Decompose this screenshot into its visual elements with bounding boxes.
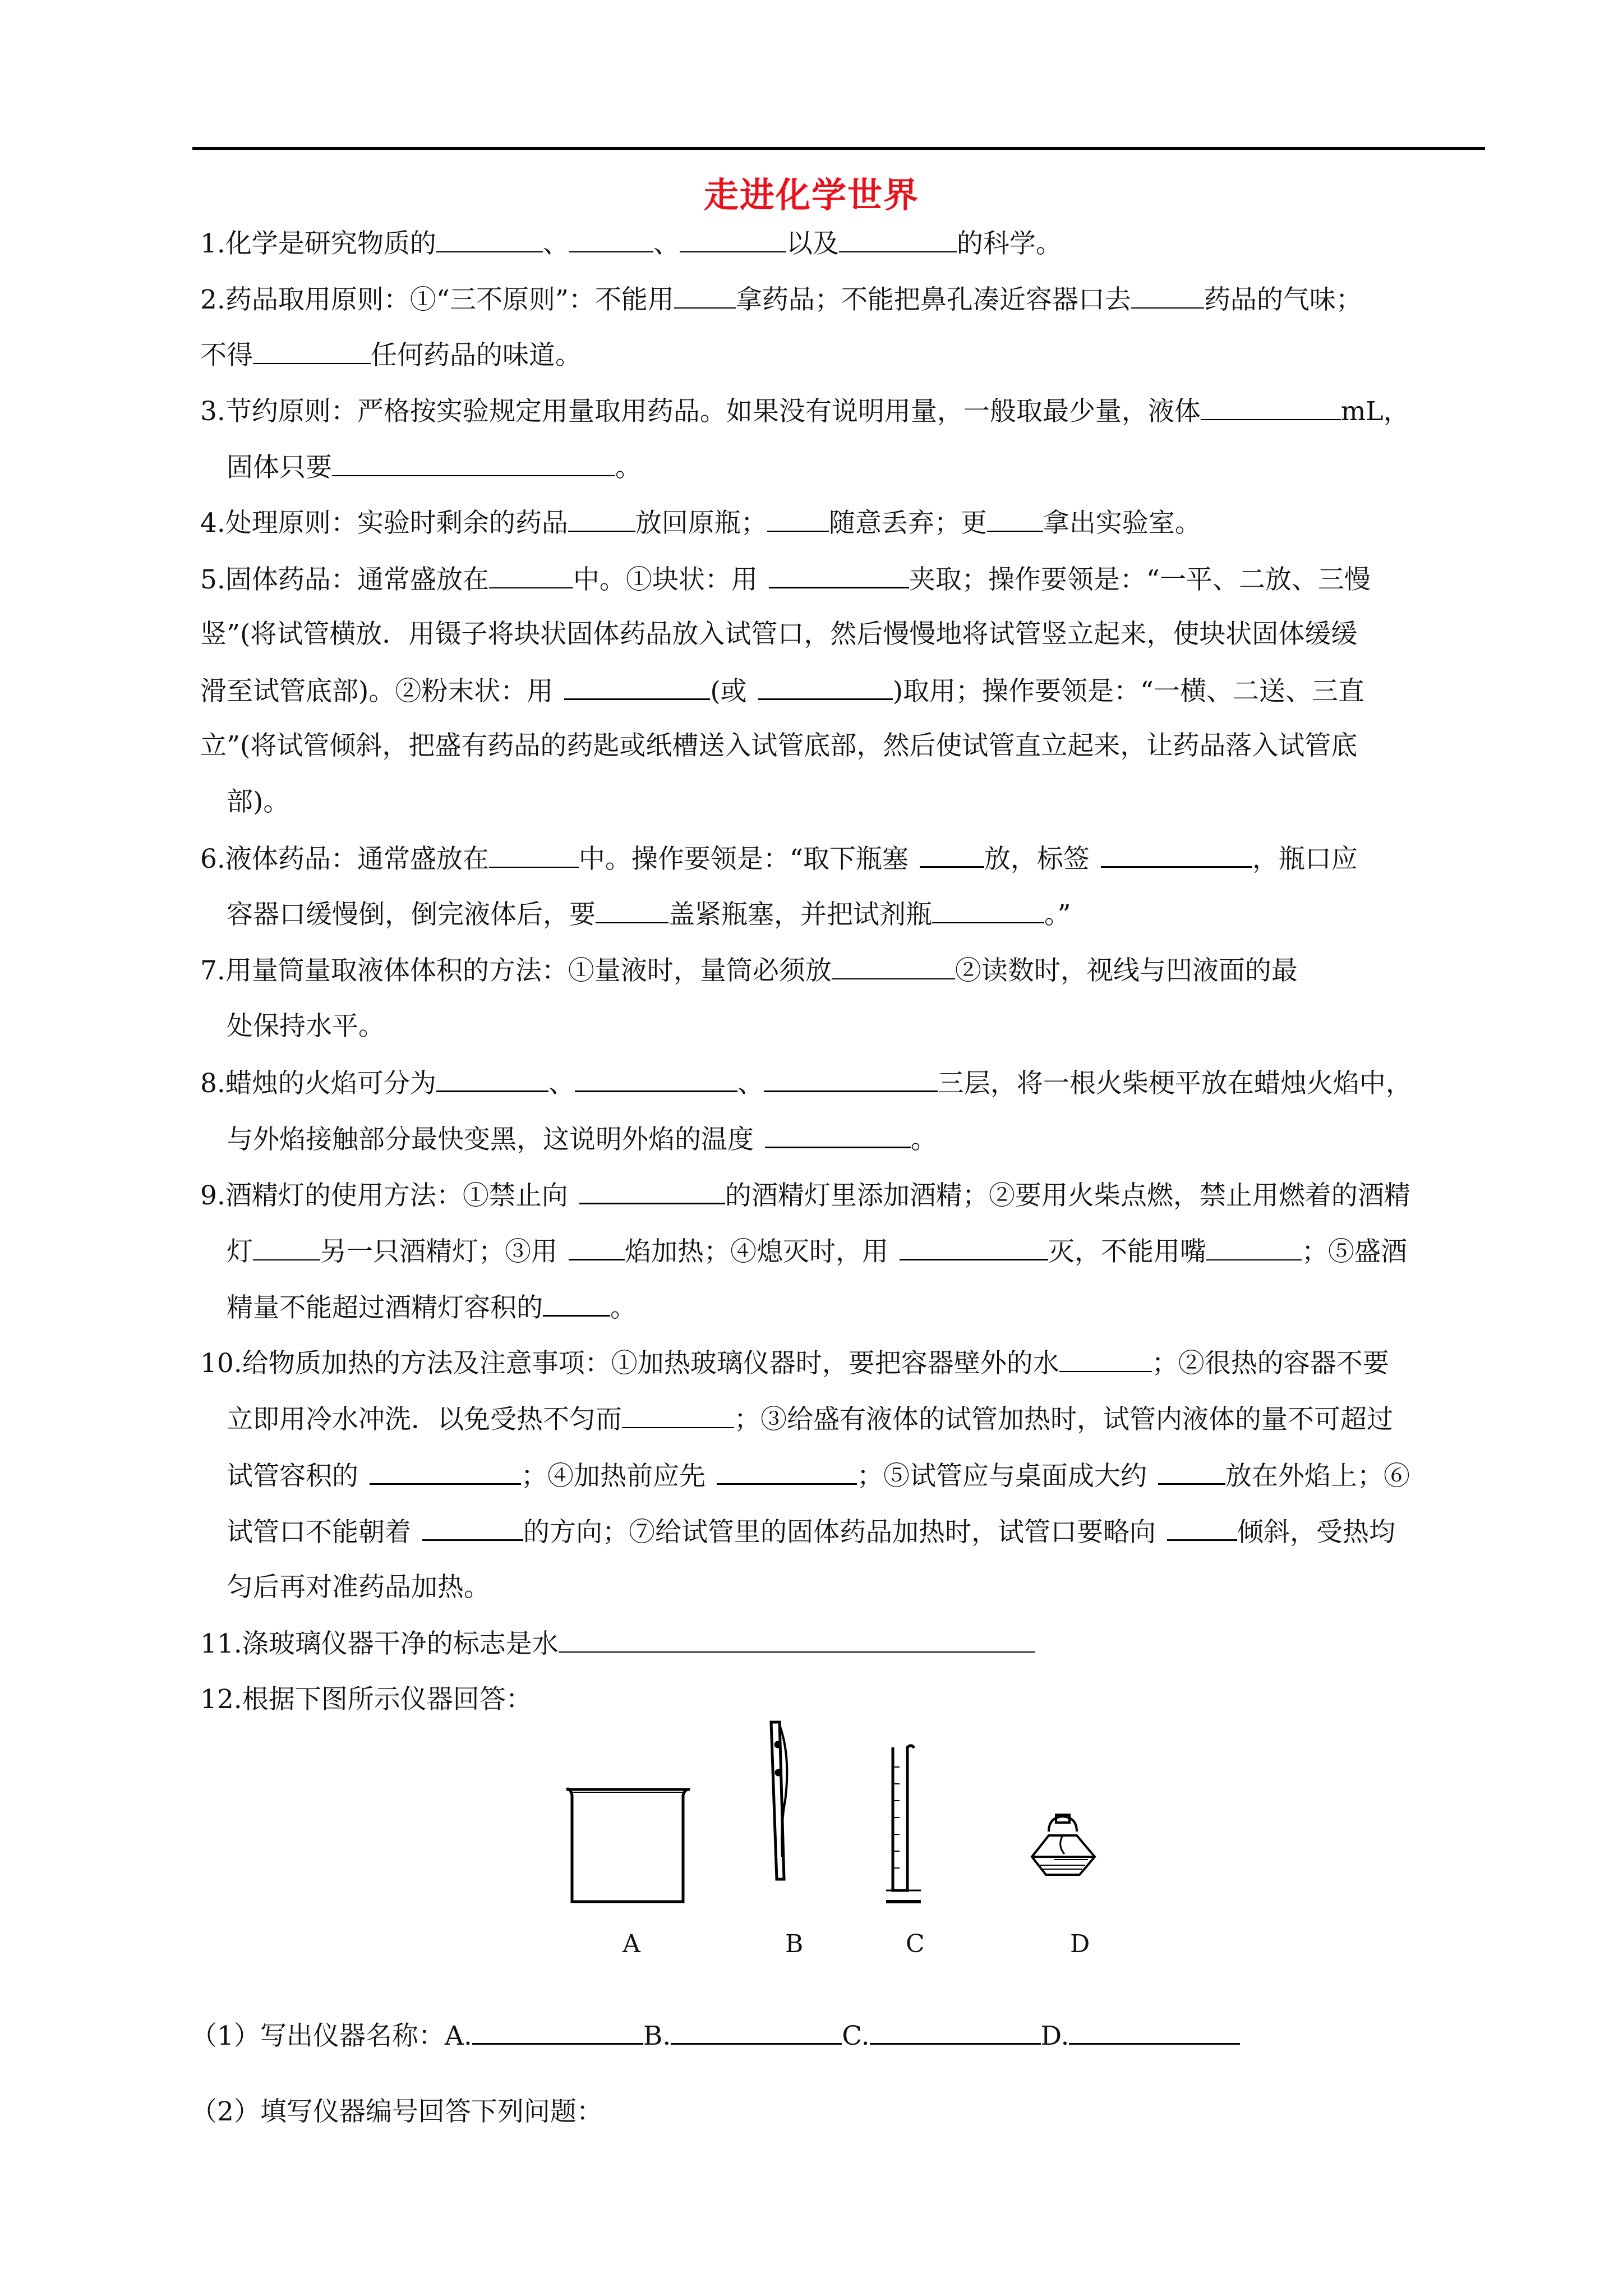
instrument-figure [550, 1711, 1178, 1913]
question-10: 10.给物质加热的方法及注意事项：①加热玻璃仪器时，要把容器壁外的水 ；②很热的容器不要 [200, 1346, 1389, 1381]
figure-label-c: C [906, 1930, 925, 1958]
question-11: 11.涤玻璃仪器干净的标志是水 [200, 1627, 1035, 1661]
question-9: 9.酒精灯的使用方法：①禁止向 的酒精灯里添加酒精；②要用火柴点燃，禁止用燃着的酒精 [200, 1178, 1410, 1213]
question-12: 12.根据下图所示仪器回答： [200, 1684, 532, 1715]
sub-question-1: （1）写出仪器名称：A. B. C. D. [191, 2018, 1240, 2053]
question-9-cont2: 精量不能超过酒精灯容积的 。 [200, 1290, 637, 1325]
question-3: 3.节约原则：严格按实验规定用量取用药品。如果没有说明用量，一般取最少量，液体 mL， [200, 394, 1410, 429]
beaker-icon [566, 1789, 690, 1902]
question-5-cont4: 部)。 [227, 786, 290, 817]
alcohol-lamp-icon [1032, 1815, 1095, 1875]
question-6: 6.液体药品：通常盛放在 中。操作要领是：“取下瓶塞 放，标签 ，瓶口应 [200, 841, 1358, 876]
question-7: 7.用量筒量取液体体积的方法：①量液时，量筒必须放 ②读数时，视线与凹液面的最 [200, 954, 1298, 988]
question-5: 5.固体药品：通常盛放在 中。①块状：用 夹取；操作要领是：“一平、二放、三慢 [200, 562, 1371, 597]
figure-label-a: A [623, 1930, 640, 1958]
question-10-cont4: 匀后再对准药品加热。 [227, 1572, 490, 1603]
question-8: 8.蜡烛的火焰可分为 、 、 三层，将一根火柴梗平放在蜡烛火焰中， [200, 1066, 1412, 1101]
page-title: 走进化学世界 [703, 174, 919, 215]
question-10-cont3: 试管口不能朝着 的方向；⑦给试管里的固体药品加热时，试管口要略向 倾斜，受热均 [200, 1515, 1395, 1549]
figure-label-b: B [785, 1930, 804, 1958]
question-1: 1.化学是研究物质的 、 、 以及 的科学。 [200, 227, 1062, 261]
question-10-cont1: 立即用冷水冲洗．以免受热不匀而 ；③给盛有液体的试管加热时，试管内液体的量不可超过 [200, 1402, 1393, 1437]
question-5-cont3: 立”(将试管倾斜，把盛有药品的药匙或纸槽送入试管底部，然后使试管直立起来，让药品落入试管底 [200, 730, 1358, 761]
question-3-cont: 固体只要 。 [200, 450, 642, 485]
question-4: 4.处理原则：实验时剩余的药品 放回原瓶； 随意丢弃；更 拿出实验室。 [200, 506, 1201, 540]
measuring-cylinder-icon [886, 1746, 921, 1902]
question-6-cont: 容器口缓慢倒，倒完液体后，要 盖紧瓶塞，并把试剂瓶 。” [200, 898, 1071, 932]
header-rule [192, 147, 1485, 150]
question-9-cont1: 灯 另一只酒精灯；③用 焰加热；④熄灭时，用 灭，不能用嘴 ；⑤盛酒 [200, 1234, 1407, 1269]
question-2: 2.药品取用原则：①“三不原则”：不能用 拿药品；不能把鼻孔凑近容器口去 药品的气味； [200, 283, 1362, 317]
sub-question-2: （2）填写仪器编号回答下列问题： [191, 2096, 603, 2127]
question-7-cont: 处保持水平。 [227, 1011, 385, 1042]
question-2-cont: 不得 任何药品的味道。 [200, 338, 582, 372]
question-10-cont2: 试管容积的 ；④加热前应先 ；⑤试管应与桌面成大约 放在外焰上；⑥ [200, 1458, 1410, 1493]
question-8-cont: 与外焰接触部分最快变黑，这说明外焰的温度 。 [200, 1122, 937, 1157]
question-5-cont2: 滑至试管底部)。②粉末状：用 (或 )取用；操作要领是：“一横、二送、三直 [200, 674, 1364, 708]
figure-label-d: D [1070, 1930, 1090, 1958]
question-5-cont1: 竖”(将试管横放．用镊子将块状固体药品放入试管口，然后慢慢地将试管竖立起来，使块状固体缓缓 [200, 619, 1358, 650]
tongs-icon [771, 1722, 787, 1879]
